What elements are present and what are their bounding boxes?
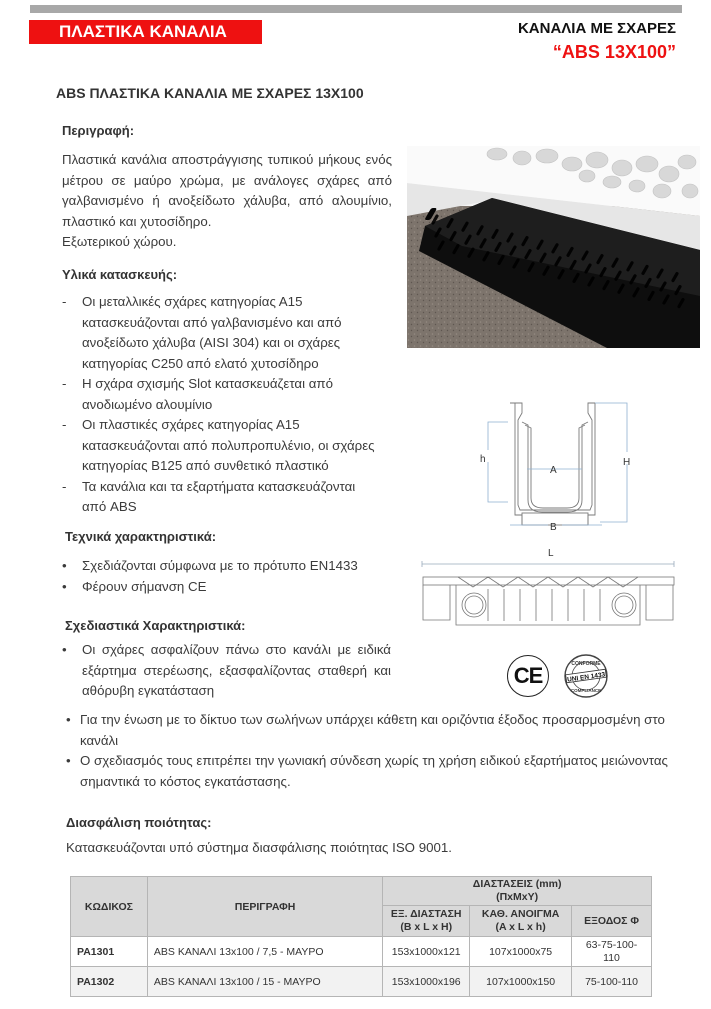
- cell-outlet: 63-75-100-110: [572, 937, 652, 967]
- header-bar: [30, 5, 682, 13]
- table-row: [71, 937, 652, 967]
- th-dimensions-sub: (ΠxΜxΥ): [496, 891, 539, 903]
- label-L: L: [548, 548, 554, 559]
- cell-opening: 107x1000x150: [470, 967, 572, 997]
- th-code: ΚΩΔΙΚΟΣ: [71, 877, 148, 937]
- th-dimensions-title: ΔΙΑΣΤΑΣΕΙΣ (mm): [472, 878, 562, 890]
- list-item: • Ο σχεδιασμός τους επιτρέπει την γωνιακή σύνδεση χωρίς τη χρήση ειδικού εξαρτήματος μειώνοντας σημαντικά το κόστος εγκατάστασης.: [60, 751, 700, 792]
- description-body: Πλαστικά κανάλια αποστράγγισης τυπικού μήκους ενός μέτρου σε μαύρο χρώμα, με ανάλογες σχάρες από γαλβανισμένο ή ανοξείδωτο χάλυβα, από αλουμίνιο, πλαστικό και χυτοσίδηρο.: [62, 152, 392, 229]
- th-outer-sub: (B x L x H): [400, 921, 453, 933]
- cell-outer: 153x1000x121: [383, 937, 470, 967]
- ce-label: CE: [513, 663, 543, 688]
- th-outer: [383, 906, 470, 937]
- cross-section-drawing: [470, 400, 650, 535]
- cell-description: ABS ΚΑΝΑΛΙ 13x100 / 7,5 - ΜΑΥΡΟ: [147, 937, 382, 967]
- quality-text: Κατασκευάζονται υπό σύστημα διασφάλισης ποιότητας ISO 9001.: [66, 840, 452, 855]
- uni-mid: UNI EN 1433: [566, 671, 606, 684]
- list-item: • Για την ένωση με το δίκτυο των σωλήνων υπάρχει κάθετη και οριζόντια έξοδος προσαρμοσμένη στο κανάλι: [60, 710, 700, 751]
- list-item: • Οι σχάρες ασφαλίζουν πάνω στο κανάλι με ειδικά εξάρτημα στερέωσης, εξασφαλίζοντας σταθερή και αθόρυβη εγκατάσταση: [56, 640, 391, 702]
- right-subtitle: “ABS 13X100”: [552, 42, 676, 62]
- banner: [29, 20, 262, 61]
- product-photo: [407, 146, 700, 348]
- label-A: A: [550, 465, 557, 476]
- design-heading: Σχεδιαστικά Χαρακτηριστικά:: [65, 618, 246, 633]
- th-opening: [470, 906, 572, 937]
- cell-outlet: 75-100-110: [572, 967, 652, 997]
- uni-en-1433-badge-icon: [560, 653, 612, 699]
- spec-table: [70, 876, 652, 997]
- description-body-2: Εξωτερικού χώρου.: [62, 234, 177, 249]
- th-opening-title: ΚΑΘ. ΑΝΟΙΓΜΑ: [481, 908, 560, 920]
- quality-heading: Διασφάλιση ποιότητας:: [66, 815, 212, 830]
- right-title: ΚΑΝΑΛΙΑ ΜΕ ΣΧΑΡΕΣ: [517, 20, 676, 37]
- technical-heading: Τεχνικά χαρακτηριστικά:: [65, 529, 217, 544]
- design-list: [56, 640, 391, 702]
- page-title: ABS ΠΛΑΣΤΙΚΑ ΚΑΝΑΛΙΑ ΜΕ ΣΧΑΡΕΣ 13Χ100: [56, 85, 364, 101]
- list-item: - Η σχάρα σχισμής Slot κατασκευάζεται από ανοδιωμένο αλουμίνιο: [56, 374, 376, 415]
- uni-top: CONFORME: [571, 661, 601, 667]
- label-B: B: [550, 522, 557, 533]
- label-h: h: [480, 454, 486, 465]
- th-outer-title: ΕΞ. ΔΙΑΣΤΑΣΗ: [390, 908, 462, 920]
- technical-list: [56, 556, 396, 597]
- design-list-wide: [60, 710, 700, 792]
- cell-code: PA1301: [71, 937, 148, 967]
- list-item: - Οι μεταλλικές σχάρες κατηγορίας Α15 κατασκευάζονται από γαλβανισμένο και από ανοξείδωτο χάλυβα (AISI 304) και οι σχάρες κατηγορίας C250 από ελατό χυτοσίδηρο: [56, 292, 376, 374]
- list-item: • Σχεδιάζονται σύμφωνα με το πρότυπο ΕΝ1433: [56, 556, 396, 577]
- banner-title: ΠΛΑΣΤΙΚΑ ΚΑΝΑΛΙΑ ABS: [59, 22, 227, 61]
- product-photo-graphic: [407, 146, 700, 348]
- cell-opening: 107x1000x75: [470, 937, 572, 967]
- cell-code: PA1302: [71, 967, 148, 997]
- side-drawing: [418, 543, 680, 628]
- materials-list: [56, 292, 376, 518]
- description-text: [62, 150, 392, 253]
- list-item: • Φέρουν σήμανση CE: [56, 577, 396, 598]
- materials-heading: Υλικά κατασκευής:: [62, 267, 178, 282]
- table-row: [71, 967, 652, 997]
- label-H: H: [623, 457, 631, 468]
- list-item: - Οι πλαστικές σχάρες κατηγορίας Α15 κατασκευάζονται από πολυπροπυλένιο, οι σχάρες κατηγορίας Β125 από συνθετικό πλαστικό: [56, 415, 376, 477]
- description-heading: Περιγραφή:: [62, 123, 135, 138]
- th-opening-sub: (A x L x h): [495, 921, 546, 933]
- ce-mark-icon: [507, 655, 549, 697]
- th-description: ΠΕΡΙΓΡΑΦΗ: [147, 877, 382, 937]
- th-dimensions: [383, 877, 652, 906]
- uni-bottom: COMPLIANCE: [570, 688, 602, 693]
- list-item: - Τα κανάλια και τα εξαρτήματα κατασκευάζονται από ABS: [56, 477, 376, 518]
- th-outlet: ΕΞΟΔΟΣ Φ: [572, 906, 652, 937]
- cell-outer: 153x1000x196: [383, 967, 470, 997]
- cell-description: ABS ΚΑΝΑΛΙ 13x100 / 15 - ΜΑΥΡΟ: [147, 967, 382, 997]
